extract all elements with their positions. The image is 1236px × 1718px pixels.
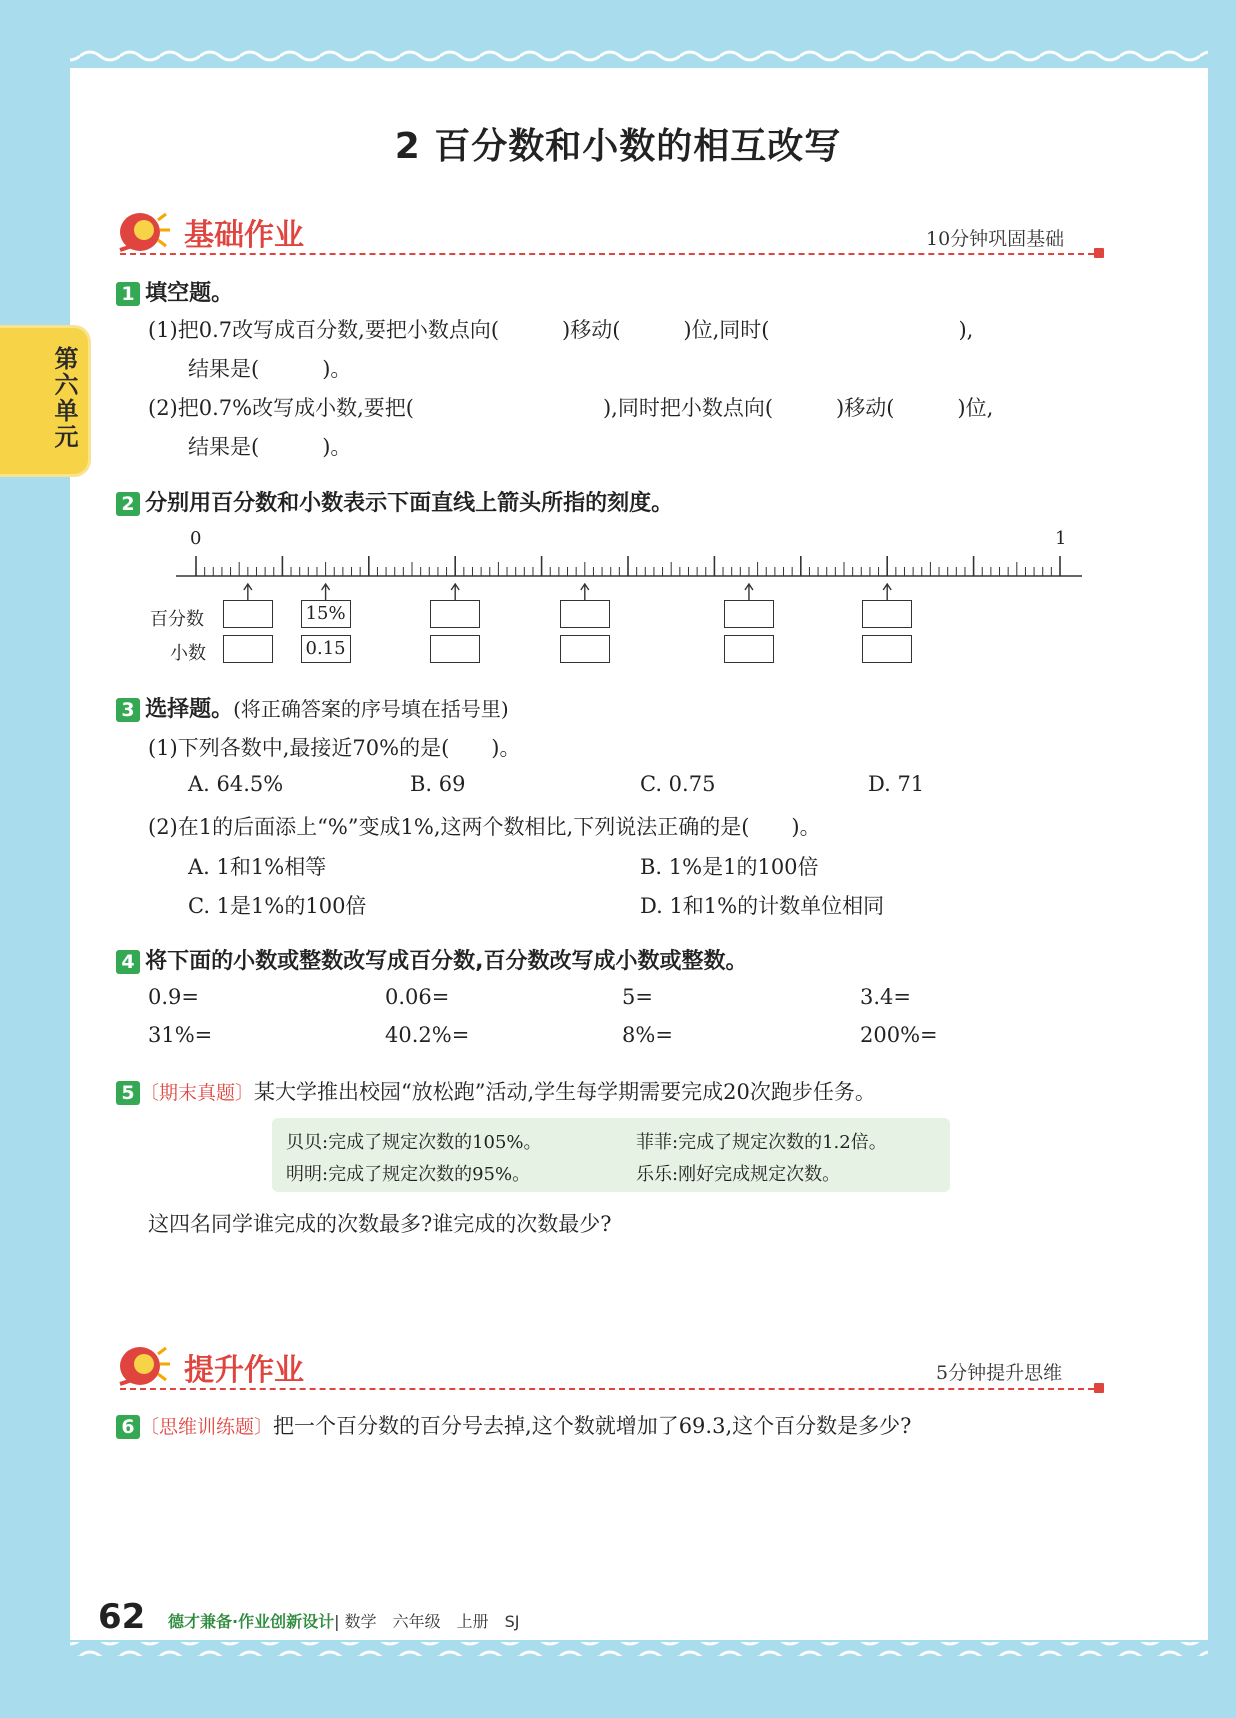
decimal-answer-box bbox=[724, 635, 774, 663]
q3-title-note: (将正确答案的序号填在括号里) bbox=[233, 697, 509, 721]
footer-info bbox=[168, 1609, 519, 1632]
q3-p1-option-d: D. 71 bbox=[868, 772, 925, 796]
q3-p1-option-a: A. 64.5% bbox=[188, 772, 284, 796]
percent-answer-box: 15% bbox=[301, 600, 351, 628]
decimal-answer-box: 0.15 bbox=[301, 635, 351, 663]
q6-header bbox=[116, 1410, 911, 1440]
lamp-icon bbox=[112, 1340, 172, 1390]
section-advanced-divider bbox=[120, 1388, 1094, 1390]
q2-number-badge: 2 bbox=[116, 492, 140, 516]
q5-text: 某大学推出校园“放松跑”活动,学生每学期需要完成20次跑步任务。 bbox=[254, 1080, 876, 1104]
q1-part2-line2: 结果是( )。 bbox=[188, 435, 352, 459]
section-advanced-title: 提升作业 bbox=[184, 1353, 304, 1388]
divider-end-mark bbox=[1094, 1383, 1104, 1393]
q5-info-beibei: 贝贝:完成了规定次数的105%。 bbox=[286, 1132, 542, 1153]
section-basic-note: 10分钟巩固基础 bbox=[926, 228, 1065, 250]
q3-p1-option-b: B. 69 bbox=[410, 772, 466, 796]
row-label-decimal: 小数 bbox=[170, 643, 206, 664]
q6-number-badge: 6 bbox=[116, 1415, 140, 1439]
q3-p2-option-d: D. 1和1%的计数单位相同 bbox=[640, 894, 885, 918]
q3-part1: (1)下列各数中,最接近70%的是( )。 bbox=[148, 736, 521, 760]
q3-part2: (2)在1的后面添上“%”变成1%,这两个数相比,下列说法正确的是( )。 bbox=[148, 815, 821, 839]
q2-title: 分别用百分数和小数表示下面直线上箭头所指的刻度。 bbox=[145, 491, 674, 516]
page-number: 62 bbox=[98, 1597, 146, 1637]
section-basic-divider bbox=[120, 253, 1094, 255]
footer-book-info: | 数学 六年级 上册 SJ bbox=[334, 1612, 520, 1631]
percent-answer-box bbox=[430, 600, 480, 628]
q3-title: 选择题。 bbox=[145, 697, 234, 722]
lamp-icon bbox=[112, 206, 172, 256]
q4-item: 200%= bbox=[860, 1023, 938, 1047]
divider-end-mark bbox=[1094, 248, 1104, 258]
q4-title: 将下面的小数或整数改写成百分数,百分数改写成小数或整数。 bbox=[145, 949, 748, 974]
q1-part1-line1: (1)把0.7改写成百分数,要把小数点向( )移动( )位,同时( ), bbox=[148, 318, 974, 342]
q4-item: 31%= bbox=[148, 1023, 213, 1047]
q6-tag: 〔思维训练题〕 bbox=[140, 1416, 274, 1438]
q4-item: 8%= bbox=[622, 1023, 673, 1047]
row-label-percent: 百分数 bbox=[150, 609, 204, 630]
decimal-answer-box bbox=[223, 635, 273, 663]
q5-info-feifei: 菲菲:完成了规定次数的1.2倍。 bbox=[636, 1132, 887, 1153]
q3-number-badge: 3 bbox=[116, 698, 140, 722]
ruler-end-label: 1 bbox=[1055, 528, 1067, 549]
q4-item: 0.06= bbox=[385, 985, 450, 1009]
q1-part1-line2: 结果是( )。 bbox=[188, 357, 352, 381]
percent-answer-box bbox=[862, 600, 912, 628]
section-basic-title: 基础作业 bbox=[184, 218, 304, 253]
q4-item: 0.9= bbox=[148, 985, 199, 1009]
q2-header bbox=[116, 486, 673, 517]
q4-item: 3.4= bbox=[860, 985, 911, 1009]
q3-p2-option-a: A. 1和1%相等 bbox=[188, 855, 327, 879]
q3-p1-option-c: C. 0.75 bbox=[640, 772, 716, 796]
q1-part2-line1: (2)把0.7%改写成小数,要把( ),同时把小数点向( )移动( )位, bbox=[148, 396, 994, 420]
page-title: 2 百分数和小数的相互改写 bbox=[394, 126, 842, 167]
section-advanced-note: 5分钟提升思维 bbox=[936, 1362, 1063, 1384]
q5-number-badge: 5 bbox=[116, 1081, 140, 1105]
q1-title: 填空题。 bbox=[145, 281, 234, 306]
q3-p2-option-c: C. 1是1%的100倍 bbox=[188, 894, 367, 918]
percent-answer-box bbox=[724, 600, 774, 628]
q6-text: 把一个百分数的百分号去掉,这个数就增加了69.3,这个百分数是多少? bbox=[273, 1414, 912, 1438]
q4-item: 5= bbox=[622, 985, 653, 1009]
q5-tag: 〔期末真题〕 bbox=[140, 1082, 255, 1104]
percent-answer-box bbox=[223, 600, 273, 628]
ruler-start-label: 0 bbox=[190, 528, 202, 549]
q4-header bbox=[116, 944, 747, 975]
q5-info-lele: 乐乐:刚好完成规定次数。 bbox=[636, 1164, 841, 1185]
q4-number-badge: 4 bbox=[116, 950, 140, 974]
q5-question: 这四名同学谁完成的次数最多?谁完成的次数最少? bbox=[148, 1212, 612, 1236]
decimal-answer-box bbox=[560, 635, 610, 663]
decimal-answer-box bbox=[862, 635, 912, 663]
decimal-answer-box bbox=[430, 635, 480, 663]
q5-info-mingming: 明明:完成了规定次数的95%。 bbox=[286, 1164, 531, 1185]
q1-number-badge: 1 bbox=[116, 282, 140, 306]
q1-header bbox=[116, 276, 233, 307]
footer-brand: 德才兼备·作业创新设计 bbox=[168, 1612, 335, 1631]
unit-label: 第六单元 bbox=[50, 346, 78, 450]
q3-header bbox=[116, 692, 509, 723]
percent-answer-box bbox=[560, 600, 610, 628]
q5-header bbox=[116, 1076, 876, 1106]
q4-item: 40.2%= bbox=[385, 1023, 470, 1047]
q3-p2-option-b: B. 1%是1的100倍 bbox=[640, 855, 819, 879]
unit-side-tab bbox=[0, 328, 88, 474]
